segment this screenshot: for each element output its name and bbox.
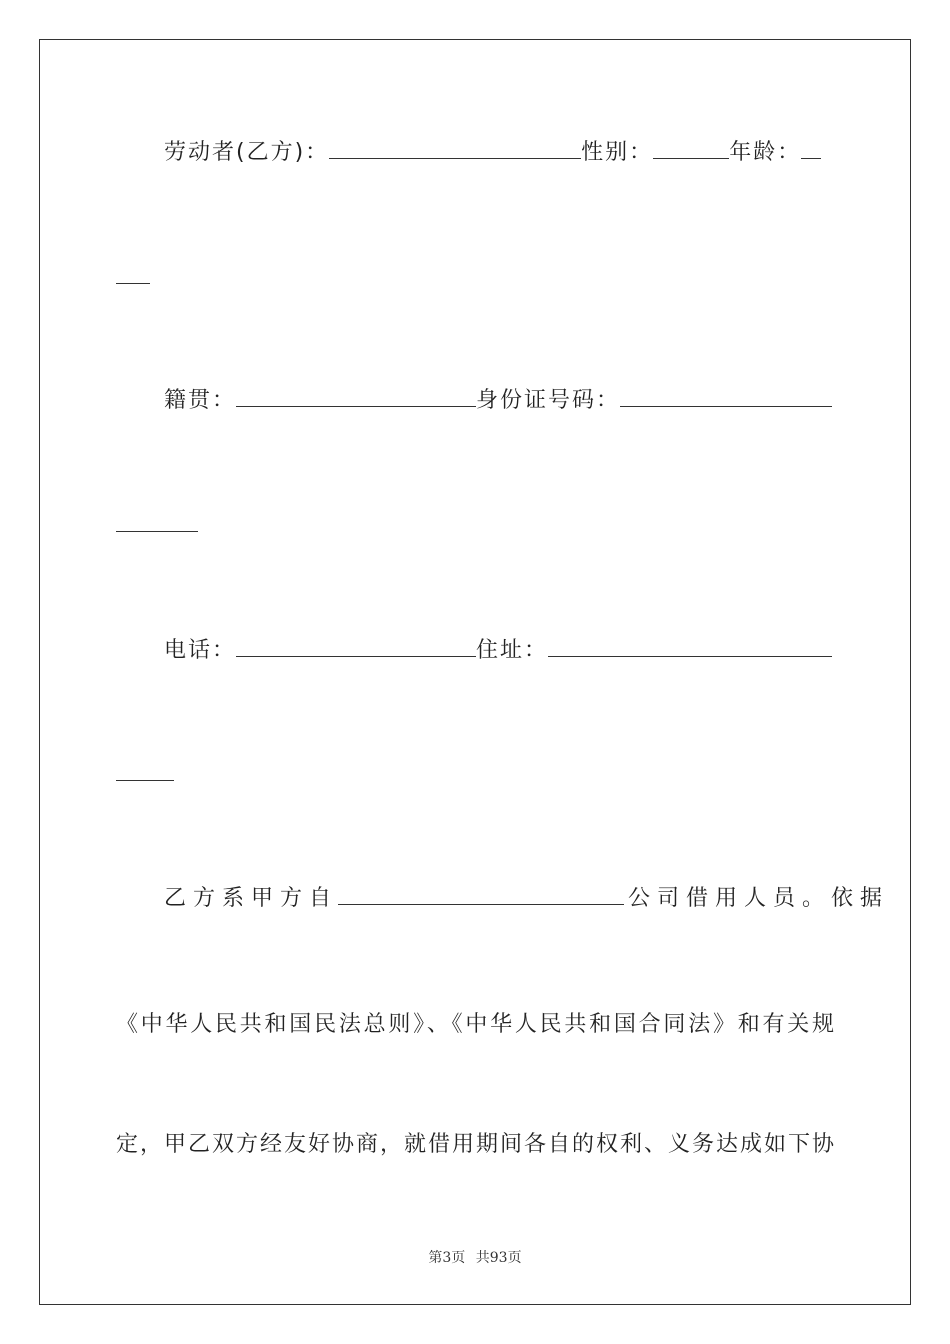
worker-label: 劳动者(乙方)： <box>164 140 330 165</box>
worker-name-blank[interactable] <box>329 136 581 159</box>
page-number: 第3页 <box>428 1250 466 1266</box>
paragraph-line-2: 《中华人民共和国民法总则》、《中华人民共和国合同法》和有关规 <box>116 1012 834 1037</box>
paragraph-line-3: 定，甲乙双方经友好协商，就借用期间各自的权利、义务达成如下协 <box>116 1132 834 1157</box>
id-number-blank-continued[interactable] <box>116 531 198 532</box>
page-footer <box>0 1247 950 1267</box>
para1-start-text: 乙方系甲方自 <box>164 886 339 911</box>
phone-label: 电话： <box>164 638 237 663</box>
page-total: 共93页 <box>475 1250 522 1266</box>
address-label: 住址： <box>476 638 549 663</box>
age-blank-continued[interactable] <box>116 283 150 284</box>
worker-info-row <box>164 136 821 168</box>
address-blank[interactable] <box>548 634 832 657</box>
address-blank-continued[interactable] <box>116 780 174 781</box>
paragraph-line-1 <box>164 882 889 914</box>
para1-end-text: 公司借用人员。依据 <box>628 886 890 911</box>
gender-blank[interactable] <box>653 136 729 159</box>
age-blank[interactable] <box>801 136 821 159</box>
phone-blank[interactable] <box>236 634 476 657</box>
native-place-blank[interactable] <box>236 384 476 407</box>
phone-address-row <box>164 634 832 666</box>
id-number-label: 身份证号码： <box>476 388 621 413</box>
company-blank[interactable] <box>338 882 624 905</box>
native-id-row <box>164 384 832 416</box>
page-border <box>39 39 911 1305</box>
age-label: 年龄： <box>729 140 802 165</box>
gender-label: 性别： <box>581 140 654 165</box>
native-place-label: 籍贯： <box>164 388 237 413</box>
id-number-blank[interactable] <box>620 384 832 407</box>
